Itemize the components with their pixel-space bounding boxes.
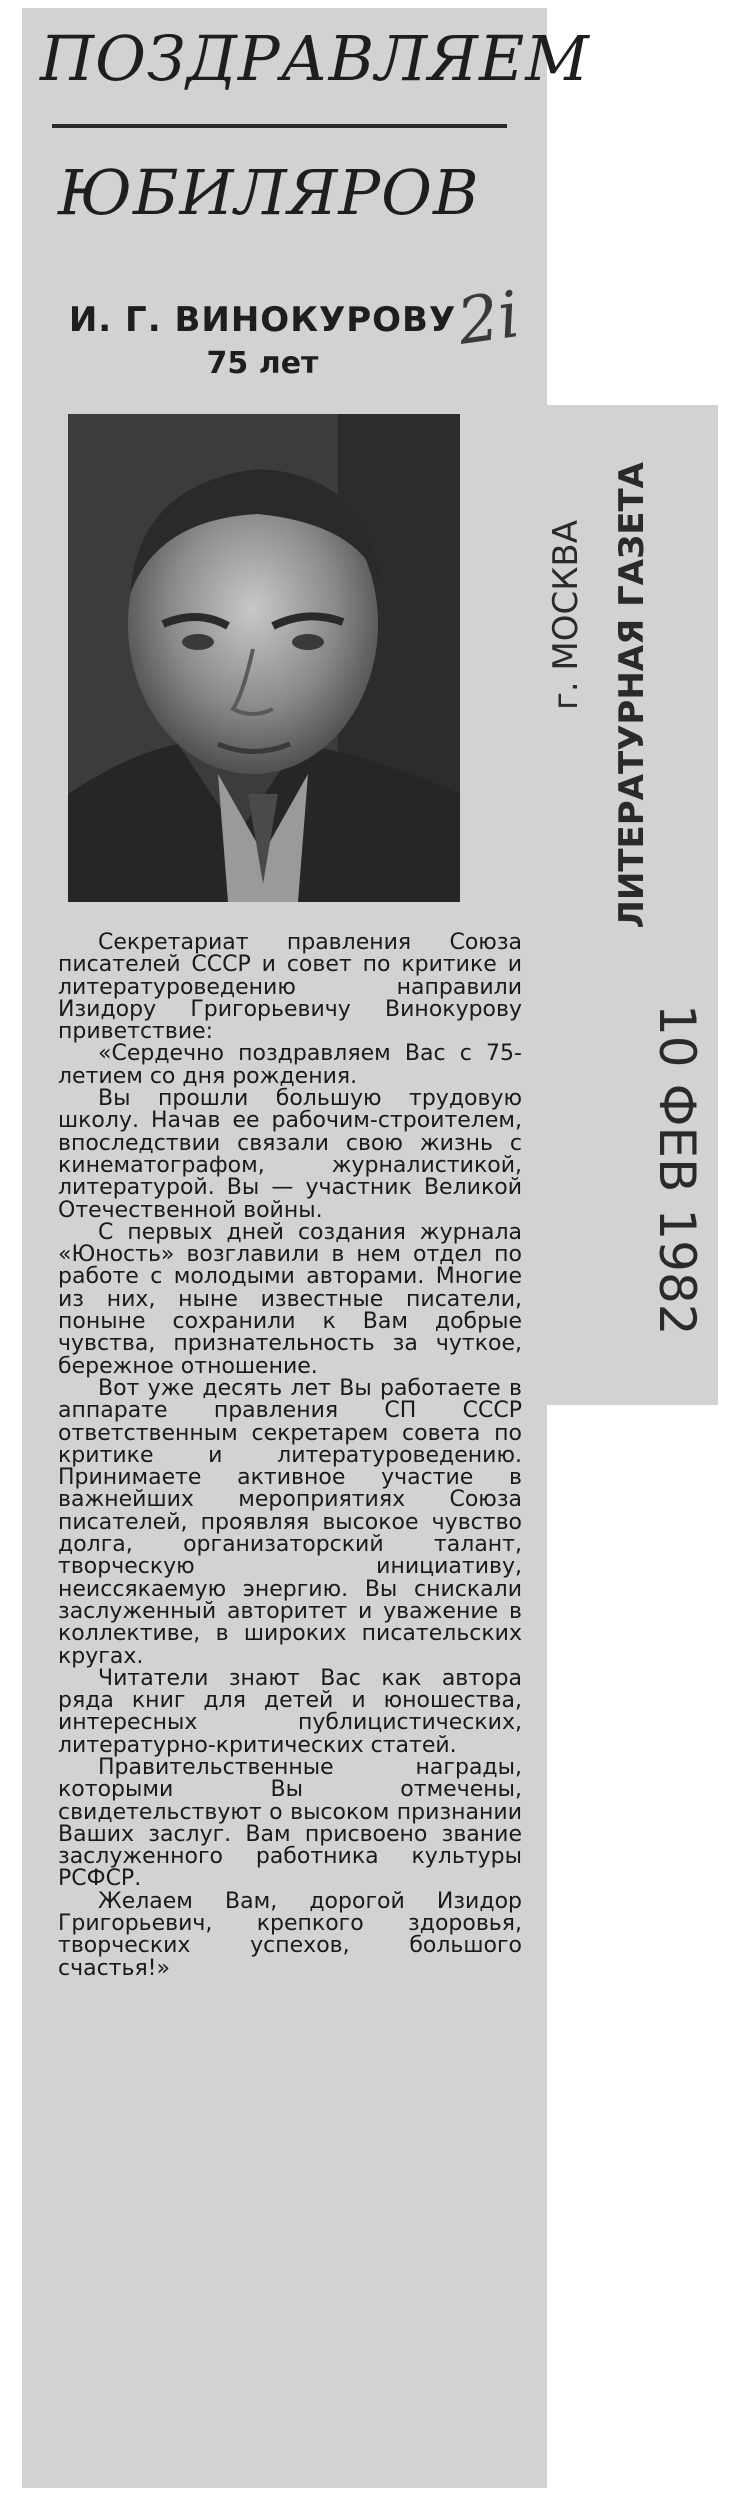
honoree-name: И. Г. ВИНОКУРОВУ (68, 300, 457, 340)
article-paragraph: Вы прошли большую трудовую школу. Начав ее рабочим-строителем, впоследствии связали свою жизнь с кинематографом, журналистикой, литературой. Вы — участник Великой Отечественной войны. (58, 1086, 522, 1223)
article-intro: Секретариат правления Союза писателей СССР и совет по критике и литературоведению направили Изидору Григорьевичу Винокурову приветствие: (58, 930, 522, 1045)
article-paragraph: Правительственные награды, которыми Вы отмечены, свидетельствуют о высоком признании Ваших заслуг. Вам присвоено звание заслуженного работника культуры РСФСР. (58, 1754, 522, 1892)
headline-rule (52, 124, 507, 128)
article-paragraph: Желаем Вам, дорогой Изидор Григорьевич, крепкого здоровья, творческих успехов, большого счастья!» (58, 1888, 522, 1981)
stamp-date: 10 ФЕВ 1982 (648, 1004, 706, 1336)
portrait-photo (68, 414, 460, 902)
article-paragraph: «Сердечно поздравляем Вас с 75-летием со дня рождения. (58, 1041, 522, 1089)
handwritten-note: 2i (453, 278, 525, 360)
article-paragraph: Читатели знают Вас как автора ряда книг для детей и юношества, интересных публицистических, литературно-критических статей. (58, 1665, 522, 1758)
headline-line-1: ПОЗДРАВЛЯЕМ (40, 22, 590, 95)
article-paragraph: С первых дней создания журнала «Юность» возглавили в нем отдел по работе с молодыми авторами. Многие из них, ныне известные писатели, поныне сохранили к Вам добрые чувства, признательность за чуткое, бережное отношение. (58, 1219, 522, 1379)
stamp-publication: ЛИТЕРАТУРНАЯ ГАЗЕТА (612, 462, 652, 929)
headline-line-2: ЮБИЛЯРОВ (58, 156, 480, 229)
honoree-age: 75 лет (206, 346, 319, 381)
stamp-city: г. МОСКВА (546, 520, 586, 711)
article-body (58, 932, 522, 1980)
article-paragraph: Вот уже десять лет Вы работаете в аппарате правления СП СССР ответственным секретарем совета по критике и литературоведению. Принимаете активное участие в важнейших мероприятиях Союза писателей, проявляя высокое чувство долга, организаторский талант, творческую инициативу, неиссякаемую энергию. Вы снискали заслуженный авторитет и уважение в коллективе, в широких писательских кругах. (58, 1375, 522, 1669)
